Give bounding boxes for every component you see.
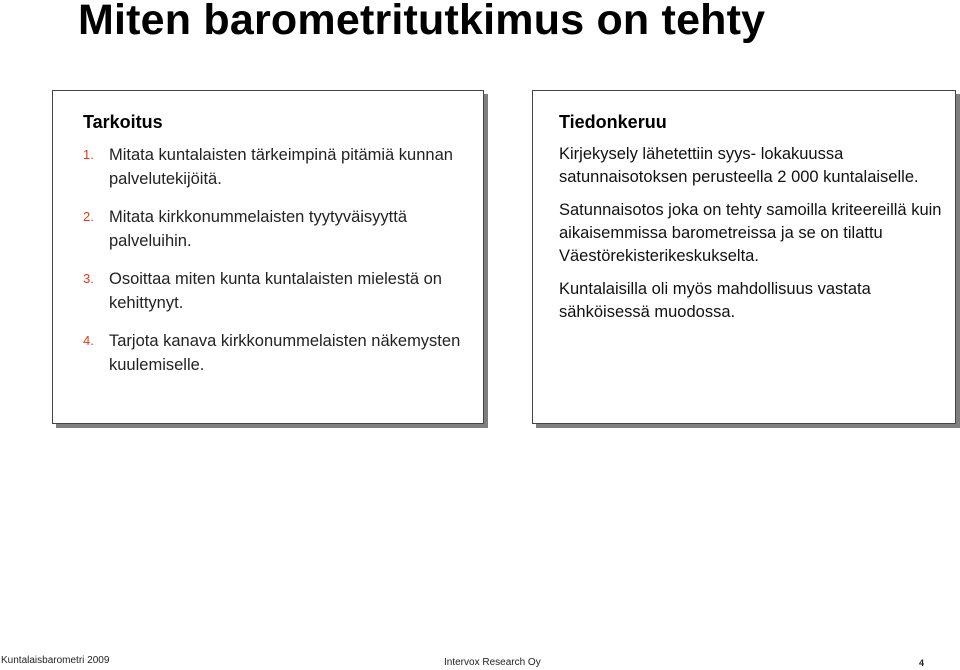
purpose-box xyxy=(52,90,484,424)
list-item-number: 1. xyxy=(83,147,94,162)
list-item-text: Tarjota kanava kirkkonummelaisten näkemysten kuulemiselle. xyxy=(109,332,461,374)
list-item xyxy=(83,267,473,315)
data-collection-text xyxy=(559,143,951,334)
list-item-number: 3. xyxy=(83,271,94,286)
page-title: Miten barometritutkimus on tehty xyxy=(78,0,766,44)
data-collection-heading: Tiedonkeruu xyxy=(559,112,667,132)
data-collection-box xyxy=(532,90,956,424)
paragraph: Satunnaisotos joka on tehty samoilla kriteereillä kuin aikaisemmissa barometreissa ja se on tilattu Väestörekisterikeskukselta. xyxy=(559,201,942,265)
purpose-list xyxy=(83,143,473,391)
paragraph: Kirjekysely lähetettiin syys- lokakuussa satunnaisotoksen perusteella 2 000 kuntalaiselle. xyxy=(559,145,919,186)
list-item xyxy=(83,329,473,377)
list-item-text: Osoittaa miten kunta kuntalaisten mielestä on kehittynyt. xyxy=(109,270,442,312)
page-number: 4 xyxy=(919,658,925,668)
list-item-text: Mitata kuntalaisten tärkeimpinä pitämiä kunnan palvelutekijöitä. xyxy=(109,146,453,188)
list-item xyxy=(83,205,473,253)
list-item xyxy=(83,143,473,191)
list-item-text: Mitata kirkkonummelaisten tyytyväisyyttä palveluihin. xyxy=(109,208,408,250)
list-item-number: 4. xyxy=(83,333,94,348)
footer-report-name: Kuntalaisbarometri 2009 xyxy=(1,655,110,666)
paragraph: Kuntalaisilla oli myös mahdollisuus vastata sähköisessä muodossa. xyxy=(559,280,871,321)
footer-company: Intervox Research Oy xyxy=(444,657,541,668)
list-item-number: 2. xyxy=(83,209,94,224)
purpose-heading: Tarkoitus xyxy=(83,112,163,132)
